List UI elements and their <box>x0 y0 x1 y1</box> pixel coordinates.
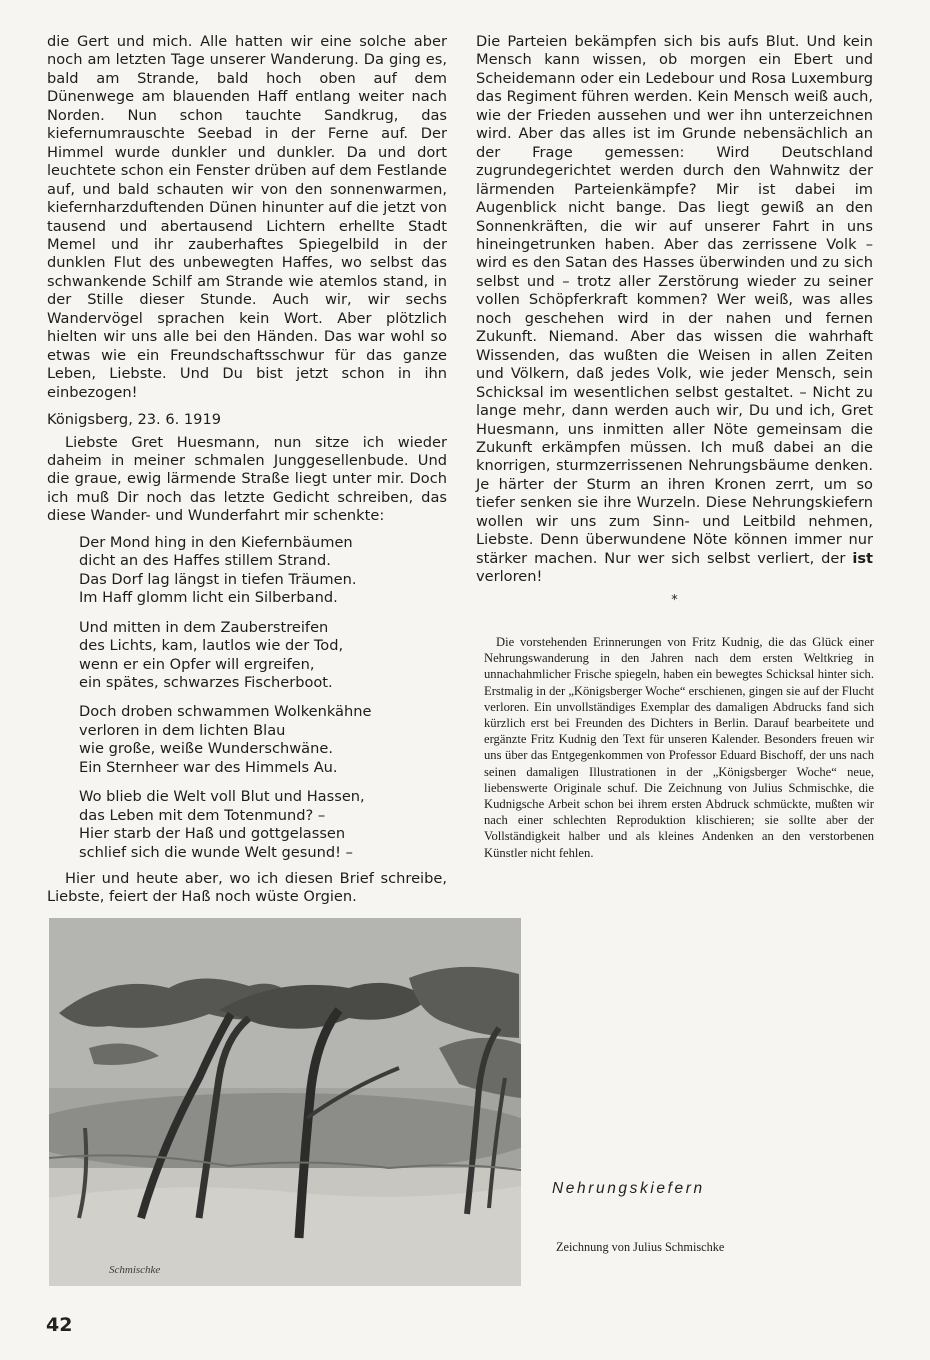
right-column <box>476 33 873 610</box>
emphasis: ist <box>852 549 873 567</box>
page-number: 42 <box>46 1314 73 1336</box>
poem-line: schlief sich die wunde Welt gesund! – <box>79 843 353 861</box>
poem-line: Doch droben schwammen Wolkenkähne <box>79 703 372 721</box>
paragraph: Hier und heute aber, wo ich diesen Brief schreibe, Liebste, feiert der Haß noch wüste Orgien. <box>47 870 447 906</box>
left-column <box>47 33 447 907</box>
artist-signature: Schmischke <box>109 1264 161 1276</box>
editorial-note: Die vorstehenden Erinnerungen von Fritz Kudnig, die das Glück einer Nehrungswanderung in den Jahren nach dem ersten Weltkrieg in unnachahmlicher Frische spiegeln, haben ein bewegtes Schicksal hinter sich. Erstmalig in der „Königsberger Woche“ erschienen, gingen sie auf der Flucht verloren. Ein unvollständiges Exemplar des damaligen Abdrucks fand sich kürzlich erst bei Freunden des Dichters in Berlin. Darauf bearbeitete und ergänzte Fritz Kudnig den Text für unseren Kalender. Besonders freuen wir uns über das Entgegenkommen von Professor Eduard Bischoff, der uns nach seinen damaligen Illustrationen in der „Königsberger Woche“ neue, liebenswerte Originale schuf. Die Zeichnung von Julius Schmischke, die Kudnigsche Arbeit schon bei ihrem ersten Abdruck schmückte, mußten wir nach einer schlechten Reproduktion klischieren; sie sollte aber der Vollständigkeit halber und als kleines Andenken an den verstorbenen Künstler nicht fehlen. <box>484 635 874 860</box>
pine-trees-illustration <box>49 918 521 1286</box>
poem-line: Das Dorf lag längst in tiefen Träumen. <box>79 570 357 588</box>
poem-stanza <box>79 788 447 862</box>
poem-line: wenn er ein Opfer will ergreifen, <box>79 655 315 673</box>
paragraph: die Gert und mich. Alle hatten wir eine solche aber noch am letzten Tage unserer Wanderung. Da ging es, bald am Strande, bald hoch oben auf dem Dünenwege am blauenden Haff entlang weiter nach Norden. Nun schon tauchte Sandkrug, das kiefernumrauschte Seebad in der Ferne auf. Der Himmel wurde dunkler und dunkler. Da und dort leuchtete schon ein Fenster drüben auf dem Festlande auf, und bald schauten wir von den sonnenwarmen, kiefernharzduftenden Dünen hinunter auf die jetzt von tausend und abertausend Lichtern erhellte Stadt Memel und ihr zauberhaftes Spiegelbild in der dunklen Flut des unbewegten Haffes, wo selbst das schwankende Schilf am Strande wie atemlos stand, in der Stille dieser Stunde. Auch wir, wir sechs Wandervögel sprachen kein Wort. Aber plötzlich hielten wir uns alle bei den Händen. Das war wohl so etwas wie ein Freundschaftsschwur für das ganze Leben, Liebste. Und Du bist jetzt schon in ihn einbezogen! <box>47 33 447 401</box>
illustration-title: Nehrungskiefern <box>552 1180 705 1197</box>
poem-line: wie große, weiße Wunderschwäne. <box>79 740 333 758</box>
paragraph: Liebste Gret Huesmann, nun sitze ich wieder daheim in meiner schmalen Junggesellenbude. Und die graue, ewig lärmende Straße liegt unter mir. Doch ich muß Dir noch das letzte Gedicht schreiben, das diese Wander- und Wunderfahrt mir schenkte: <box>47 433 447 525</box>
poem-line: das Leben mit dem Totenmund? – <box>79 806 326 824</box>
paragraph <box>476 33 873 587</box>
paragraph-end: verloren! <box>476 568 543 586</box>
poem-line: ein spätes, schwarzes Fischerboot. <box>79 673 333 691</box>
poem-line: Der Mond hing in den Kiefernbäumen <box>79 533 353 551</box>
poem-stanza <box>79 534 447 608</box>
poem-line: dicht an des Haffes stillem Strand. <box>79 552 331 570</box>
poem-line: verloren in dem lichten Blau <box>79 721 286 739</box>
poem-stanza <box>79 619 447 693</box>
section-separator: * <box>671 592 678 608</box>
poem-line: Ein Sternheer war des Himmels Au. <box>79 758 338 776</box>
paragraph-text: Die Parteien bekämpfen sich bis aufs Blut. Und kein Mensch kann wissen, ob morgen ein Ebert und Scheidemann oder ein Ledebour und Rosa Luxemburg das Regiment führen werden. Kein Mensch weiß auch, wie der Frieden aussehen und wer ihn unterzeichnen wird. Aber das alles ist im Grunde nebensächlich an der Frage gemessen: Wird Deutschland zugrundegerichtet werden durch den Wahnwitz der lärmenden Parteienkämpfe? Mir ist dabei im Augenblick nicht bange. Das liegt gewiß an den Sonnenkräften, die wir auf unserer Fahrt in uns hineingetrunken haben. Aber das zerrissene Volk – wird es den Satan des Hasses überwinden und zu sich selbst und – trotz aller Zerstörung wieder zu seiner vollen Schöpferkraft kommen? Wer weiß, was alles noch geschehen wird in der nahen und fernen Zukunft. Niemand. Aber das wissen die wahrhaft Wissenden, das wußten die Weisen in allen Zeiten und Völkern, daß jedes Volk, wie jeder Mensch, sein Schicksal im wesentlichen selbst gestaltet. – Nicht zu lange mehr, dann werden auch wir, Du und ich, Gret Huesmann, uns inmitten aller Nöte gemeinsam die Zukunft erkämpfen müssen. Ich muß dabei an die knorrigen, sturmzerrissenen Nehrungsbäume denken. Je härter der Sturm an ihren Kronen zerrt, um so tiefer senken sie ihre Wurzeln. Diese Nehrungskiefern wollen wir uns zum Sinn- und Leitbild nehmen, Liebste. Denn überwundene Nöte können immer nur stärker machen. Nur wer sich selbst verliert, der <box>476 33 873 567</box>
dateline: Königsberg, 23. 6. 1919 <box>47 411 222 429</box>
poem-stanza <box>79 703 447 777</box>
poem-line: Und mitten in dem Zauberstreifen <box>79 618 329 636</box>
illustration-credit: Zeichnung von Julius Schmischke <box>556 1240 725 1254</box>
poem-line: des Lichts, kam, lautlos wie der Tod, <box>79 637 344 655</box>
poem-line: Wo blieb die Welt voll Blut und Hassen, <box>79 788 365 806</box>
poem-line: Im Haff glomm licht ein Silberband. <box>79 589 338 607</box>
sketch-drawing <box>49 918 521 1286</box>
poem-line: Hier starb der Haß und gottgelassen <box>79 825 346 843</box>
poem <box>79 534 447 862</box>
